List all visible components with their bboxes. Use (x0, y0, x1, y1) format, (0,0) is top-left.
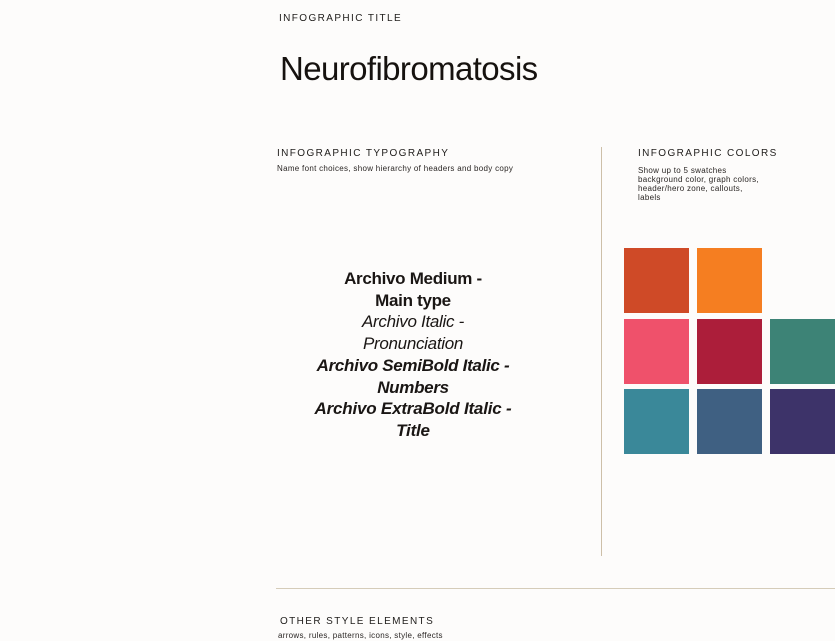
color-swatch (624, 389, 689, 454)
color-swatch (624, 248, 689, 313)
type-line-extrabold-italic-use: Title (396, 420, 430, 440)
infographic-title: Neurofibromatosis (280, 50, 538, 87)
colors-description-line: header/hero zone, callouts, (638, 184, 743, 193)
other-section-label: OTHER STYLE ELEMENTS (280, 616, 435, 627)
section-divider-horizontal (276, 588, 835, 589)
type-line-semibold-italic: Archivo SemiBold Italic - (316, 355, 510, 375)
type-line-medium-use: Main type (375, 290, 451, 310)
title-section-label: INFOGRAPHIC TITLE (279, 13, 403, 24)
type-line-italic: Archivo Italic - (362, 312, 464, 332)
colors-description-line: labels (638, 193, 661, 202)
type-line-semibold-italic-use: Numbers (377, 377, 449, 397)
color-swatch (770, 389, 835, 454)
typography-hierarchy (297, 268, 529, 442)
typography-section-label: INFOGRAPHIC TYPOGRAPHY (277, 148, 450, 159)
type-line-italic-use: Pronunciation (362, 334, 464, 354)
color-swatch (697, 319, 762, 384)
color-swatch (697, 389, 762, 454)
colors-section-description (638, 166, 759, 202)
colors-section-label: INFOGRAPHIC COLORS (638, 148, 778, 159)
type-line-extrabold-italic: Archivo ExtraBold Italic - (314, 399, 512, 419)
other-section-description: arrows, rules, patterns, icons, style, effects (278, 631, 443, 640)
color-swatch (697, 248, 762, 313)
color-swatch (624, 319, 689, 384)
typography-section-description: Name font choices, show hierarchy of headers and body copy (277, 164, 514, 173)
colors-description-line: Show up to 5 swatches (638, 166, 727, 175)
section-divider-vertical (601, 147, 602, 556)
colors-description-line: background color, graph colors, (638, 175, 759, 184)
type-line-medium: Archivo Medium - (344, 269, 482, 288)
color-swatch (770, 319, 835, 384)
